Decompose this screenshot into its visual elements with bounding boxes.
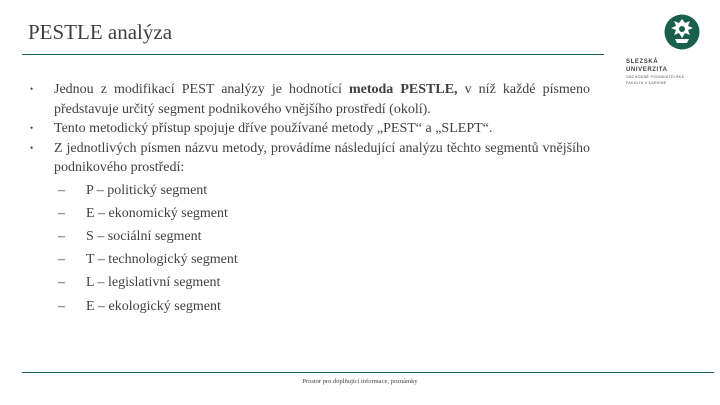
bullet-text-2: Tento metodický přístup spojuje dříve používané metody „PEST“ a „SLEPT“. <box>54 121 493 136</box>
bullet-item <box>30 119 590 139</box>
bullet-text-3: Z jednotlivých písmen názvu metody, provádíme následující analýzu těchto segmentů vnějšího podnikového prostředí: <box>54 140 590 175</box>
segment-item <box>30 225 590 248</box>
segment-item <box>30 179 590 202</box>
bullet-icon: • <box>30 84 34 94</box>
logo-subtitle-2: FAKULTA V KARVINÉ <box>626 81 667 85</box>
slide-content <box>30 80 590 318</box>
dash-icon: – <box>58 205 65 221</box>
segment-text: S – sociální segment <box>86 228 202 244</box>
bullet-text-1b: v níž každé písmeno představuje určitý segment podnikového vnějšího prostředí (okolí). <box>54 82 591 117</box>
bullet-item <box>30 139 590 178</box>
segment-text: T – technologický segment <box>86 252 238 268</box>
segment-item <box>30 295 590 318</box>
segment-item <box>30 202 590 225</box>
logo-text <box>626 58 702 86</box>
dash-icon: – <box>58 228 65 244</box>
footer-divider <box>22 372 714 373</box>
bullet-text-1a: Jednou z modifikací PEST analýzy je hodnotící <box>54 82 349 97</box>
logo-subtitle-1: OBCHODNĚ PODNIKATELSKÁ <box>626 75 685 79</box>
segment-item <box>30 271 590 294</box>
bullet-text-1-emphasis: metoda PESTLE, <box>348 82 458 97</box>
dash-icon: – <box>58 252 65 268</box>
segment-text: L – legislativní segment <box>86 275 221 291</box>
dash-icon: – <box>58 182 65 198</box>
university-logo <box>620 14 702 85</box>
segment-text: E – ekonomický segment <box>86 205 228 221</box>
title-divider <box>22 54 604 55</box>
logo-line2: UNIVERZITA <box>626 67 668 73</box>
dash-icon: – <box>58 298 65 314</box>
bullet-icon: • <box>30 123 34 133</box>
university-emblem-icon <box>664 14 700 50</box>
slide-title: PESTLE analýza <box>28 20 173 44</box>
bullet-icon: • <box>30 142 34 153</box>
dash-icon: – <box>58 275 65 291</box>
bullet-item <box>30 80 590 119</box>
segment-item <box>30 248 590 271</box>
segment-list <box>30 179 590 318</box>
segment-text: P – politický segment <box>86 182 208 198</box>
footer-notes: Prostor pro doplňující informace, poznámky <box>302 378 418 385</box>
segment-text: E – ekologický segment <box>86 298 221 314</box>
logo-line1: SLEZSKÁ <box>626 59 659 65</box>
